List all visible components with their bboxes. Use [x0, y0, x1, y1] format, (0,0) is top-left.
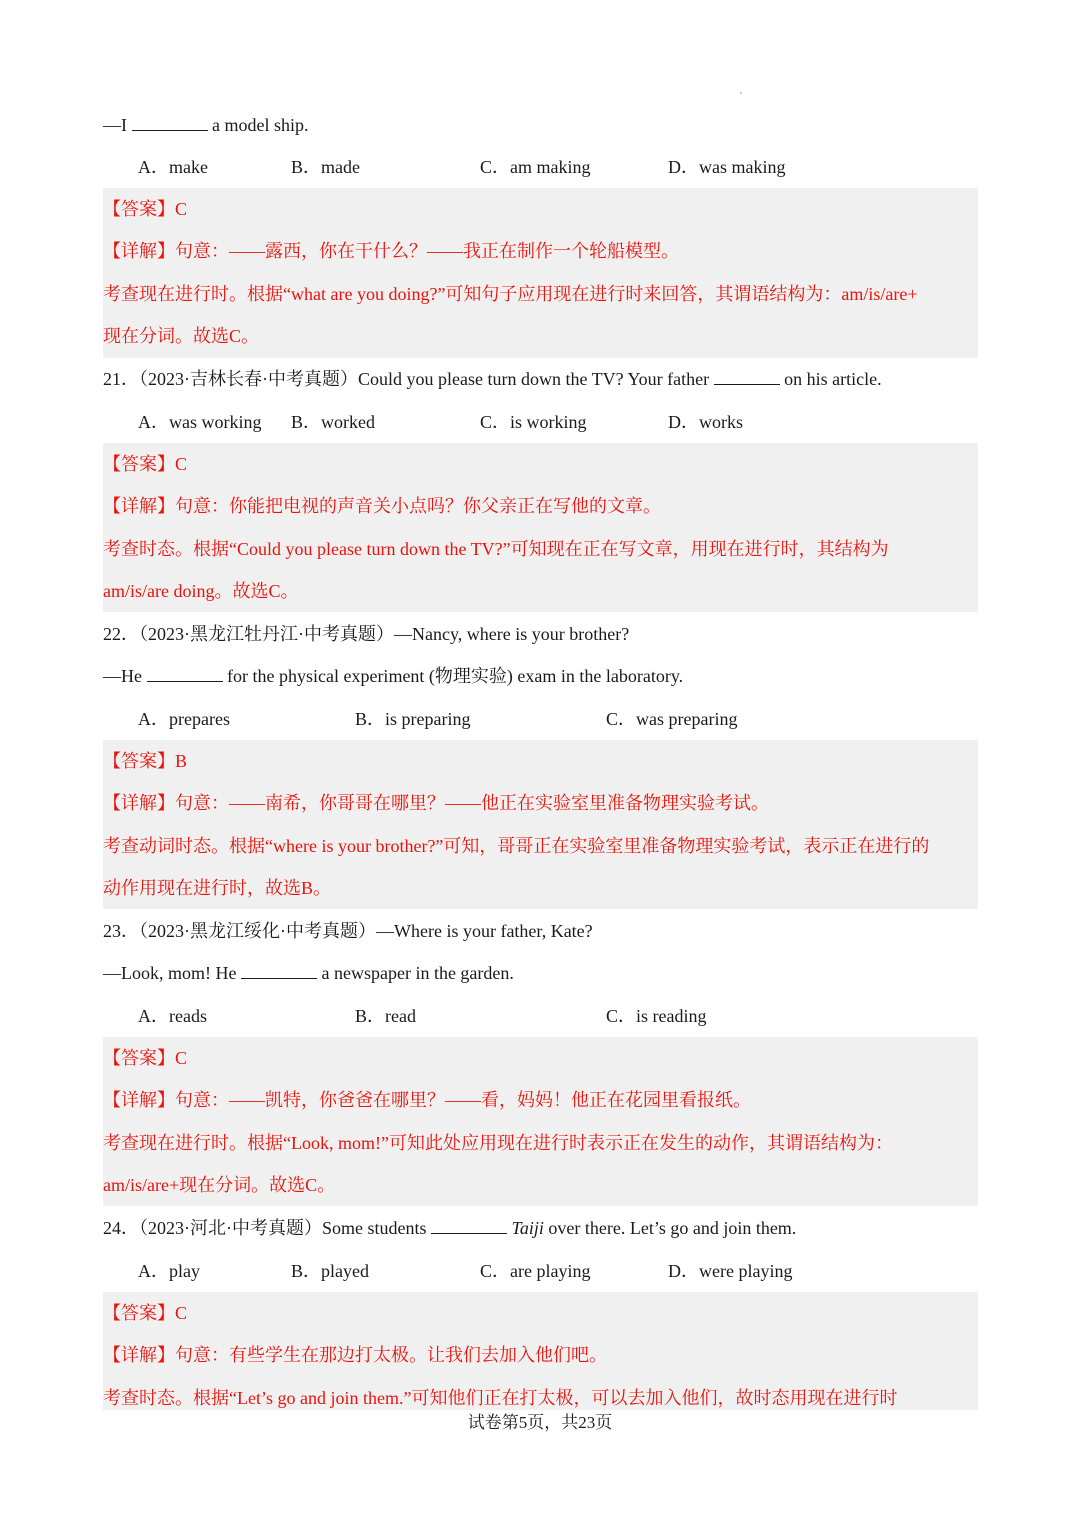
q21-option-b: B．worked	[291, 412, 375, 432]
q24-stem: 24．（2023·河北·中考真题）Some students Taiji over there. Let’s go and join them.	[103, 1218, 797, 1238]
q24-answer: 【答案】C	[103, 1303, 188, 1323]
q21-explanation-1: 考查时态。根据“Could you please turn down the TV?”可知现在正在写文章，用现在进行时，其结构为	[103, 539, 889, 559]
q23-stem: 23．（2023·黑龙江绥化·中考真题）—Where is your father, Kate?	[103, 921, 593, 941]
q20-explanation-1: 考查现在进行时。根据“what are you doing?”可知句子应用现在进行时来回答，其谓语结构为：am/is/are+	[103, 284, 918, 304]
q23-option-c: C．is reading	[606, 1006, 707, 1026]
q21-blank	[714, 368, 780, 385]
q24-explanation-1: 考查时态。根据“Let’s go and join them.”可知他们正在打太极，可以去加入他们，故时态用现在进行时	[103, 1388, 898, 1408]
q21-option-d: D．works	[668, 412, 743, 432]
q20-detail: 【详解】句意：——露西，你在干什么？——我正在制作一个轮船模型。	[103, 241, 679, 261]
q22-line2: —He for the physical experiment (物理实验) exam in the laboratory.	[103, 666, 684, 686]
q24-blank	[431, 1217, 507, 1234]
q23-option-a: A．reads	[138, 1006, 207, 1026]
q21-detail: 【详解】句意：你能把电视的声音关小点吗？你父亲正在写他的文章。	[103, 496, 661, 516]
scan-speck	[740, 92, 742, 94]
q23-answer: 【答案】C	[103, 1048, 188, 1068]
q22-stem: 22．（2023·黑龙江牡丹江·中考真题）—Nancy, where is your brother?	[103, 624, 630, 644]
q22-option-b: B．is preparing	[355, 709, 471, 729]
q24-option-d: D．were playing	[668, 1261, 793, 1281]
q23-blank	[241, 962, 317, 979]
q22-blank	[147, 665, 223, 682]
q20-option-a: A．make	[138, 157, 208, 177]
q23-explanation-2: am/is/are+现在分词。故选C。	[103, 1175, 336, 1195]
q22-explanation-2: 动作用现在进行时，故选B。	[103, 878, 332, 898]
q22-answer: 【答案】B	[103, 751, 188, 771]
q24-detail: 【详解】句意：有些学生在那边打太极。让我们去加入他们吧。	[103, 1345, 607, 1365]
q20-option-b: B．made	[291, 157, 360, 177]
q20-answer: 【答案】C	[103, 199, 188, 219]
q20-line2: —I a model ship.	[103, 115, 309, 135]
q21-option-a: A．was working	[138, 412, 262, 432]
q20-explanation-2: 现在分词。故选C。	[103, 326, 260, 346]
q24-option-c: C．are playing	[480, 1261, 591, 1281]
q22-explanation-1: 考查动词时态。根据“where is your brother?”可知，哥哥正在实验室里准备物理实验考试，表示正在进行的	[103, 836, 930, 856]
q21-explanation-2: am/is/are doing。故选C。	[103, 581, 299, 601]
page-footer: 试卷第5页，共23页	[467, 1413, 613, 1432]
q23-line2: —Look, mom! He a newspaper in the garden.	[103, 963, 514, 983]
q23-detail: 【详解】句意：——凯特，你爸爸在哪里？——看，妈妈！他正在花园里看报纸。	[103, 1090, 751, 1110]
q21-answer: 【答案】C	[103, 454, 188, 474]
q24-option-b: B．played	[291, 1261, 369, 1281]
q20-option-c: C．am making	[480, 157, 591, 177]
q23-explanation-1: 考查现在进行时。根据“Look, mom!”可知此处应用现在进行时表示正在发生的动作，其谓语结构为：	[103, 1133, 893, 1153]
q20-blank	[132, 114, 208, 131]
q24-option-a: A．play	[138, 1261, 200, 1281]
q22-detail: 【详解】句意：——南希，你哥哥在哪里？——他正在实验室里准备物理实验考试。	[103, 793, 769, 813]
q22-option-a: A．prepares	[138, 709, 230, 729]
q24-italic-term: Taiji	[511, 1218, 544, 1238]
q22-option-c: C．was preparing	[606, 709, 738, 729]
q20-option-d: D．was making	[668, 157, 786, 177]
q21-stem: 21．（2023·吉林长春·中考真题）Could you please turn down the TV? Your father on his article.	[103, 369, 882, 389]
q23-option-b: B．read	[355, 1006, 416, 1026]
q21-option-c: C．is working	[480, 412, 587, 432]
